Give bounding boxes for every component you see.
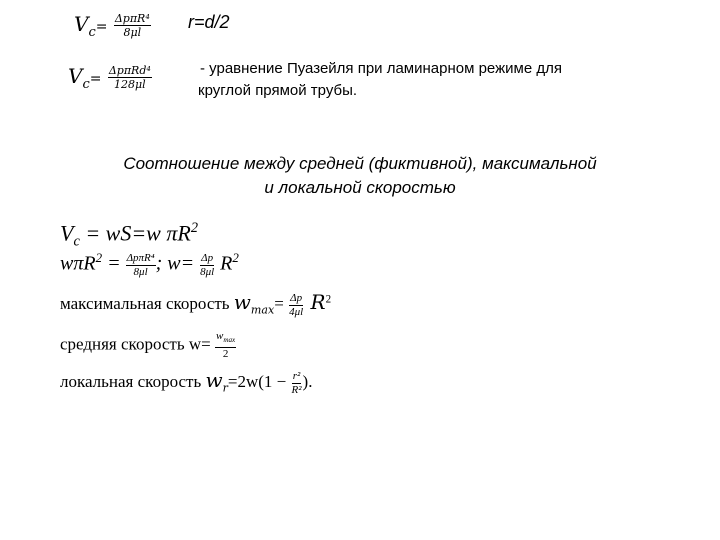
formula-eq: = — [95, 19, 108, 35]
eq-fraction — [288, 292, 304, 319]
poiseuille-description-line1: - уравнение Пуазейля при ламинарном режиме для — [200, 60, 562, 77]
eq-tail-sup: 2 — [232, 250, 239, 265]
eq-tail: ). — [302, 372, 313, 391]
formula-lhs-sub: c — [82, 77, 90, 92]
formula-lhs-sub: c — [88, 25, 96, 40]
eq-fraction-2 — [199, 252, 215, 279]
eq-equals: w= — [188, 334, 211, 354]
fraction-numerator: ΔpπR⁴ — [126, 251, 155, 264]
eq-fraction-1 — [126, 252, 156, 279]
eq-lhs-sub: c — [73, 233, 80, 250]
equation-max-velocity — [60, 290, 331, 319]
eq-label: средняя скорость — [60, 334, 189, 354]
formula-fraction — [108, 64, 152, 91]
fraction-denominator: 4μl — [289, 305, 304, 318]
numerator-sub: max — [223, 336, 236, 345]
eq-expression: =2w(1 − — [227, 372, 291, 391]
equation-mean-velocity — [60, 220, 198, 251]
eq-lhs: wπR — [60, 252, 96, 275]
fraction-numerator: Δp — [201, 251, 214, 264]
eq-tail-sup: 2 — [325, 293, 332, 306]
fraction-numerator: Δp — [290, 291, 303, 304]
fraction-denominator: 8μl — [200, 265, 215, 278]
eq-var: w — [233, 290, 251, 314]
equation-local-velocity — [60, 368, 312, 397]
eq-tail: R — [304, 290, 326, 314]
eq-lhs-sup: 2 — [95, 250, 103, 265]
formula-lhs: V — [74, 12, 89, 36]
section-heading-line2: и локальной скоростью — [264, 178, 456, 197]
eq-rhs-sup: 2 — [190, 220, 198, 236]
eq-equals: = — [274, 294, 284, 313]
fraction-numerator: ΔpπR⁴ — [114, 12, 150, 25]
fraction-denominator: R² — [291, 383, 302, 396]
eq-label: локальная скорость — [60, 372, 206, 391]
fraction-denominator: 128μl — [113, 78, 146, 91]
eq-var: w — [205, 368, 223, 392]
eq-rhs: = wS=w πR — [79, 220, 191, 246]
formula-fraction — [114, 12, 151, 39]
fraction-denominator: 8μl — [123, 26, 142, 39]
equation-average-velocity — [60, 330, 236, 361]
numerator-var: w — [215, 330, 224, 342]
equation-flow-balance — [60, 250, 239, 279]
eq-lhs: V — [60, 220, 74, 246]
fraction-numerator: ΔpπRd⁴ — [108, 64, 151, 77]
fraction-denominator: 2 — [222, 348, 229, 361]
eq-var-sub: r — [222, 381, 228, 395]
eq-label: максимальная скорость — [60, 294, 234, 313]
formula-lhs: V — [68, 64, 83, 88]
section-heading-line1: Соотношение между средней (фиктивной), максимальной — [123, 154, 597, 173]
eq-fraction — [215, 330, 236, 361]
eq-var-sub: max — [250, 303, 275, 317]
eq-equals: = — [102, 252, 126, 275]
fraction-numerator — [215, 330, 236, 348]
eq-tail: R — [215, 252, 233, 275]
formula-eq: = — [89, 71, 102, 87]
eq-fraction — [291, 370, 303, 397]
radius-definition: r=d/2 — [188, 12, 230, 32]
formula-poiseuille-radius — [74, 12, 151, 40]
fraction-denominator: 8μl — [133, 265, 148, 278]
formula-poiseuille-diameter — [68, 64, 152, 92]
fraction-numerator: r² — [292, 369, 301, 382]
poiseuille-description-line2: круглой прямой трубы. — [198, 82, 358, 99]
eq-separator: ; w= — [155, 252, 200, 275]
